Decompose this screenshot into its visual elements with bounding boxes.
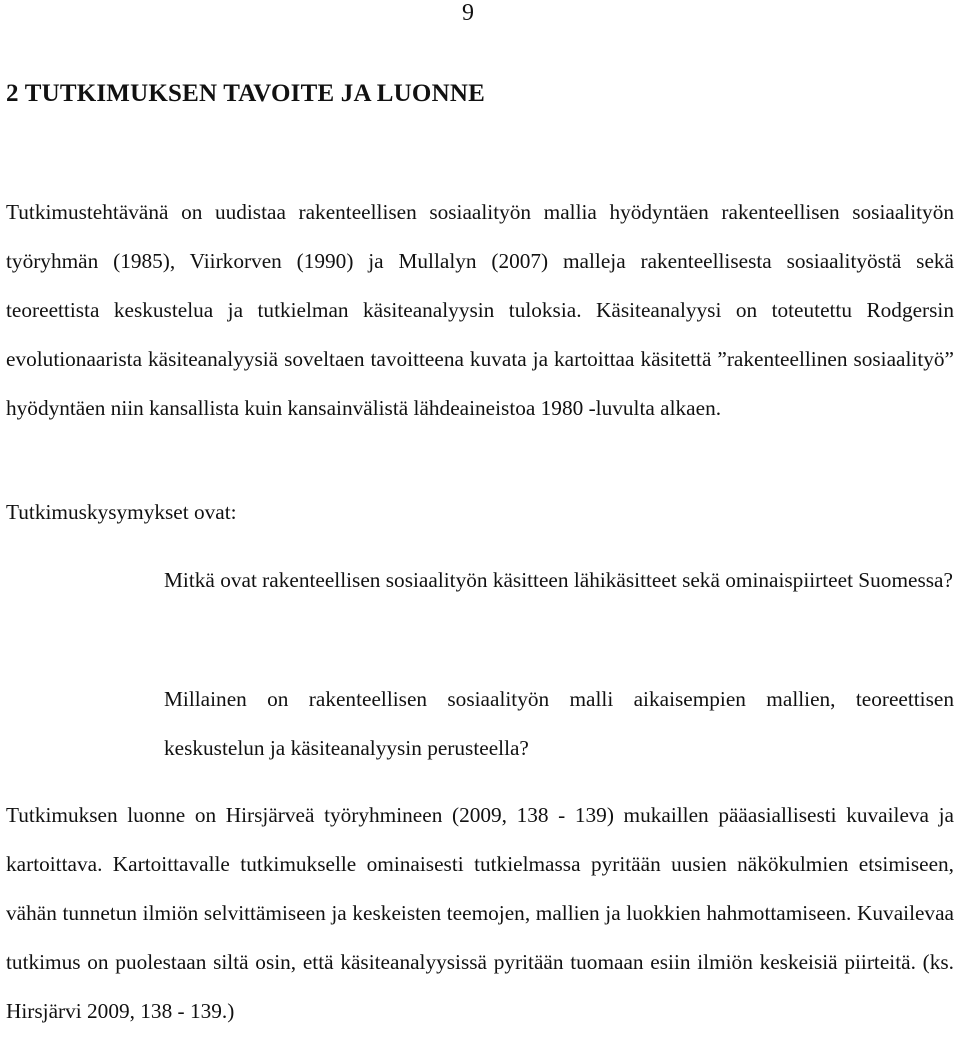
research-question-2: Millainen on rakenteellisen sosiaalityön malli aikaisempien mallien, teoreettisen keskustelun ja käsiteanalyysin perusteella? xyxy=(164,687,954,760)
section-heading: 2 TUTKIMUKSEN TAVOITE JA LUONNE xyxy=(6,80,485,107)
questions-intro: Tutkimuskysymykset ovat: xyxy=(6,500,237,524)
intro-paragraph: Tutkimustehtävänä on uudistaa rakenteellisen sosiaalityön mallia hyödyntäen rakenteellisen sosiaalityön työryhmän (1985), Viirkorven (1990) ja Mullalyn (2007) malleja rakenteellisesta sosiaalityöstä sekä teoreettista keskustelua ja tutkielman käsiteanalyysin tuloksia. Käsiteanalyysi on toteutettu Rodgersin evolutionaarista käsiteanalyysiä soveltaen tavoitteena kuvata ja kartoittaa käsitettä ”rakenteellinen sosiaalityö” hyödyntäen niin kansallista kuin kansainvälistä lähdeaineistoa 1980 -luvulta alkaen. xyxy=(6,200,954,420)
research-question-1: Mitkä ovat rakenteellisen sosiaalityön käsitteen lähikäsitteet sekä ominaispiirteet Suomessa? xyxy=(164,568,953,592)
nature-paragraph: Tutkimuksen luonne on Hirsjärveä työryhmineen (2009, 138 - 139) mukaillen pääasiallisesti kuvaileva ja kartoittava. Kartoittavalle tutkimukselle ominaisesti tutkielmassa pyritään uusien näkökulmien etsimiseen, vähän tunnetun ilmiön selvittämiseen ja keskeisten teemojen, mallien ja luokkien hahmottamiseen. Kuvailevaa tutkimus on puolestaan siltä osin, että käsiteanalyysissä pyritään tuomaan esiin ilmiön keskeisiä piirteitä. (ks. Hirsjärvi 2009, 138 - 139.) xyxy=(6,803,954,1023)
page-number: 9 xyxy=(462,0,474,26)
